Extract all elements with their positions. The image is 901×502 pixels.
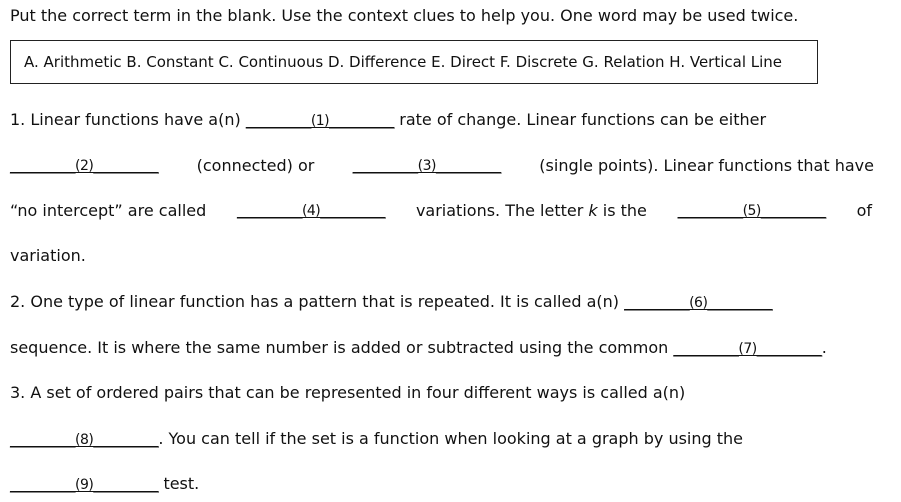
q1-line-3 — [10, 201, 872, 221]
q1-line-4: variation. — [10, 246, 86, 265]
q2-text-a: 2. One type of linear function has a pattern that is repeated. It is called a(n) — [10, 292, 619, 311]
instructions: Put the correct term in the blank. Use the context clues to help you. One word may be used twice. — [10, 6, 799, 25]
blank-8[interactable]: __________(8)__________ — [10, 432, 159, 448]
q3-line-3 — [10, 474, 199, 495]
letter-k: k — [588, 201, 598, 220]
blank-5[interactable]: __________(5)__________ — [677, 203, 826, 219]
blank-1[interactable]: __________(1)__________ — [245, 113, 395, 129]
q3-line-1: 3. A set of ordered pairs that can be represented in four different ways is called a(n) — [10, 383, 686, 402]
q1-line-1 — [10, 110, 766, 131]
q2-text-b: sequence. It is where the same number is added or subtracted using the common — [10, 338, 669, 357]
blank-6[interactable]: __________(6)__________ — [624, 295, 773, 311]
blank-9[interactable]: __________(9)__________ — [10, 477, 159, 493]
blank-4[interactable]: __________(4)__________ — [236, 203, 386, 219]
q3-text-c: test. — [163, 474, 200, 493]
q2-line-2 — [10, 338, 827, 359]
q1-text-b: rate of change. Linear functions can be either — [399, 110, 767, 129]
q3-text-b: . You can tell if the set is a function when looking at a graph by using the — [158, 429, 744, 448]
q1-text-f: variations. The letter k is the — [415, 201, 647, 220]
q2-period: . — [821, 338, 827, 357]
blank-2[interactable]: __________(2)__________ — [10, 158, 159, 174]
term-bank-box — [10, 40, 818, 84]
q1-text-a: 1. Linear functions have a(n) — [10, 110, 241, 129]
blank-7[interactable]: __________(7)__________ — [673, 341, 822, 357]
q1-text-c: (connected) or — [196, 156, 315, 175]
term-bank-text: A. Arithmetic B. Constant C. Continuous D. Difference E. Direct F. Discrete G. Relation H. Vertical Line — [24, 53, 783, 71]
q2-line-1 — [10, 292, 772, 313]
q1-line-2 — [10, 156, 874, 176]
q3-line-2 — [10, 429, 743, 450]
q1-text-e: “no intercept” are called — [10, 201, 207, 220]
blank-3[interactable]: __________(3)__________ — [352, 158, 501, 174]
q1-text-d: (single points). Linear functions that have — [539, 156, 874, 175]
q1-text-g: of — [856, 201, 872, 220]
